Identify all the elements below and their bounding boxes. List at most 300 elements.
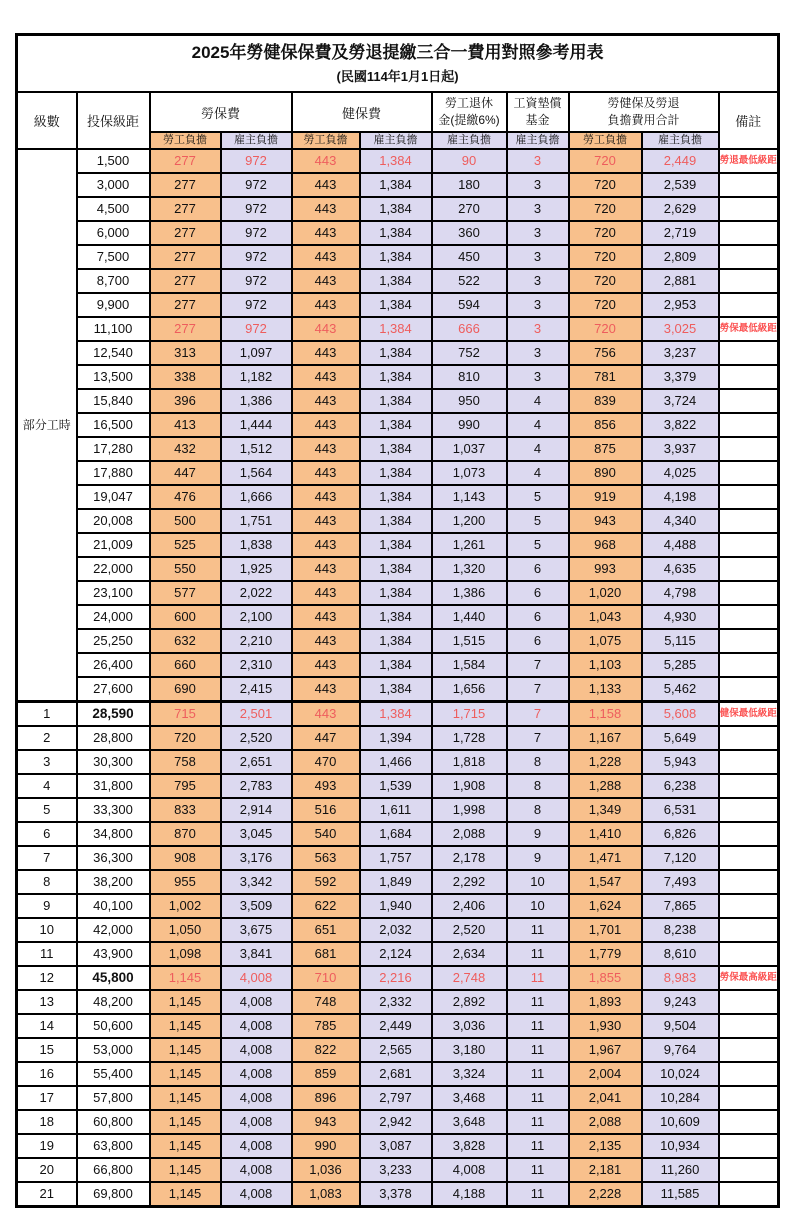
- value-cell: 3,045: [221, 822, 292, 846]
- value-cell: 908: [150, 846, 221, 870]
- value-cell: 3,180: [432, 1038, 507, 1062]
- value-cell: 443: [292, 365, 360, 389]
- value-cell: 3: [507, 197, 569, 221]
- remark-cell: [719, 197, 779, 221]
- value-cell: 11: [507, 918, 569, 942]
- value-cell: 1,145: [150, 1182, 221, 1207]
- value-cell: 11,585: [642, 1182, 719, 1207]
- value-cell: 2,914: [221, 798, 292, 822]
- value-cell: 4,635: [642, 557, 719, 581]
- value-cell: 1,384: [360, 605, 432, 629]
- value-cell: 1,288: [569, 774, 642, 798]
- value-cell: 622: [292, 894, 360, 918]
- value-cell: 443: [292, 149, 360, 173]
- value-cell: 443: [292, 485, 360, 509]
- bracket-cell: 7,500: [77, 245, 150, 269]
- remark-cell: [719, 1014, 779, 1038]
- value-cell: 3,324: [432, 1062, 507, 1086]
- value-cell: 4,008: [221, 966, 292, 990]
- value-cell: 2,124: [360, 942, 432, 966]
- bracket-cell: 57,800: [77, 1086, 150, 1110]
- title-row: [17, 35, 779, 93]
- value-cell: 11: [507, 1014, 569, 1038]
- value-cell: 4,008: [221, 1182, 292, 1207]
- value-cell: 3,025: [642, 317, 719, 341]
- value-cell: 651: [292, 918, 360, 942]
- value-cell: 396: [150, 389, 221, 413]
- value-cell: 950: [432, 389, 507, 413]
- bracket-cell: 42,000: [77, 918, 150, 942]
- value-cell: 1,384: [360, 702, 432, 727]
- subheader-health-employer: 雇主負擔: [360, 132, 432, 149]
- remark-cell: [719, 269, 779, 293]
- value-cell: 2,100: [221, 605, 292, 629]
- value-cell: 972: [221, 173, 292, 197]
- value-cell: 2,216: [360, 966, 432, 990]
- value-cell: 277: [150, 269, 221, 293]
- value-cell: 3,087: [360, 1134, 432, 1158]
- remark-cell: [719, 389, 779, 413]
- value-cell: 1,611: [360, 798, 432, 822]
- remark-cell: [719, 894, 779, 918]
- value-cell: 822: [292, 1038, 360, 1062]
- value-cell: 443: [292, 629, 360, 653]
- value-cell: 1,182: [221, 365, 292, 389]
- remark-cell: [719, 365, 779, 389]
- value-cell: 1,751: [221, 509, 292, 533]
- value-cell: 443: [292, 557, 360, 581]
- table-row: [17, 437, 779, 461]
- value-cell: 3,841: [221, 942, 292, 966]
- table-row: [17, 293, 779, 317]
- table-row: [17, 533, 779, 557]
- value-cell: 313: [150, 341, 221, 365]
- table-row: [17, 557, 779, 581]
- value-cell: 4,008: [221, 990, 292, 1014]
- value-cell: 2,651: [221, 750, 292, 774]
- remark-cell: [719, 942, 779, 966]
- level-cell: 13: [17, 990, 77, 1014]
- value-cell: 1,440: [432, 605, 507, 629]
- value-cell: 2,449: [642, 149, 719, 173]
- remark-cell: [719, 750, 779, 774]
- value-cell: 2,539: [642, 173, 719, 197]
- level-cell: 8: [17, 870, 77, 894]
- bracket-cell: 23,100: [77, 581, 150, 605]
- value-cell: 11: [507, 990, 569, 1014]
- value-cell: 785: [292, 1014, 360, 1038]
- value-cell: 1,384: [360, 245, 432, 269]
- remark-cell: [719, 221, 779, 245]
- value-cell: 1,908: [432, 774, 507, 798]
- level-cell: 14: [17, 1014, 77, 1038]
- value-cell: 1,384: [360, 317, 432, 341]
- value-cell: 4,340: [642, 509, 719, 533]
- bracket-cell: 1,500: [77, 149, 150, 173]
- header-wage-fund-line1: 工資墊償: [513, 96, 562, 110]
- remark-cell: [719, 1134, 779, 1158]
- value-cell: 7,865: [642, 894, 719, 918]
- value-cell: 2,088: [569, 1110, 642, 1134]
- value-cell: 5,285: [642, 653, 719, 677]
- bracket-cell: 40,100: [77, 894, 150, 918]
- page-subtitle: (民國114年1月1日起): [336, 68, 459, 84]
- value-cell: 3,342: [221, 870, 292, 894]
- value-cell: 4,008: [432, 1158, 507, 1182]
- value-cell: 1,073: [432, 461, 507, 485]
- table-row: [17, 629, 779, 653]
- value-cell: 1,384: [360, 437, 432, 461]
- value-cell: 9,764: [642, 1038, 719, 1062]
- value-cell: 3: [507, 365, 569, 389]
- table-row: [17, 365, 779, 389]
- value-cell: 1,386: [221, 389, 292, 413]
- level-cell: 6: [17, 822, 77, 846]
- value-cell: 8: [507, 798, 569, 822]
- value-cell: 1,133: [569, 677, 642, 702]
- remark-cell: [719, 990, 779, 1014]
- value-cell: 2,892: [432, 990, 507, 1014]
- value-cell: 10,024: [642, 1062, 719, 1086]
- remark-cell: [719, 629, 779, 653]
- value-cell: 6,238: [642, 774, 719, 798]
- value-cell: 277: [150, 149, 221, 173]
- value-cell: 10: [507, 870, 569, 894]
- value-cell: 3: [507, 245, 569, 269]
- value-cell: 1,384: [360, 365, 432, 389]
- table-row: [17, 653, 779, 677]
- value-cell: 3,937: [642, 437, 719, 461]
- header-pension: [432, 92, 507, 132]
- header-labor-insurance: 勞保費: [150, 92, 292, 132]
- value-cell: 1,444: [221, 413, 292, 437]
- table-row: [17, 1014, 779, 1038]
- value-cell: 1,098: [150, 942, 221, 966]
- table-row: [17, 1134, 779, 1158]
- value-cell: 1,410: [569, 822, 642, 846]
- value-cell: 5,943: [642, 750, 719, 774]
- remark-cell: [719, 485, 779, 509]
- value-cell: 1,103: [569, 653, 642, 677]
- value-cell: 690: [150, 677, 221, 702]
- bracket-cell: 16,500: [77, 413, 150, 437]
- value-cell: 4: [507, 413, 569, 437]
- value-cell: 7: [507, 653, 569, 677]
- level-cell: 21: [17, 1182, 77, 1207]
- value-cell: 2,292: [432, 870, 507, 894]
- value-cell: 1,145: [150, 990, 221, 1014]
- value-cell: 748: [292, 990, 360, 1014]
- value-cell: 4: [507, 437, 569, 461]
- value-cell: 1,547: [569, 870, 642, 894]
- value-cell: 7: [507, 702, 569, 727]
- value-cell: 180: [432, 173, 507, 197]
- value-cell: 2,041: [569, 1086, 642, 1110]
- value-cell: 993: [569, 557, 642, 581]
- value-cell: 990: [432, 413, 507, 437]
- level-cell: 19: [17, 1134, 77, 1158]
- value-cell: 1,656: [432, 677, 507, 702]
- value-cell: 11,260: [642, 1158, 719, 1182]
- remark-cell: [719, 341, 779, 365]
- value-cell: 8,610: [642, 942, 719, 966]
- value-cell: 2,783: [221, 774, 292, 798]
- value-cell: 1,143: [432, 485, 507, 509]
- remark-cell: [719, 822, 779, 846]
- value-cell: 681: [292, 942, 360, 966]
- value-cell: 413: [150, 413, 221, 437]
- table-row: [17, 942, 779, 966]
- value-cell: 795: [150, 774, 221, 798]
- value-cell: 2,310: [221, 653, 292, 677]
- remark-cell: [719, 1062, 779, 1086]
- value-cell: 972: [221, 269, 292, 293]
- value-cell: 2,719: [642, 221, 719, 245]
- value-cell: 4,008: [221, 1062, 292, 1086]
- value-cell: 11: [507, 1110, 569, 1134]
- bracket-cell: 9,900: [77, 293, 150, 317]
- remark-cell: [719, 509, 779, 533]
- bracket-cell: 11,100: [77, 317, 150, 341]
- value-cell: 11: [507, 1086, 569, 1110]
- value-cell: 270: [432, 197, 507, 221]
- header-total-line2: 負擔費用合計: [607, 113, 680, 127]
- header-total: [569, 92, 719, 132]
- remark-cell: [719, 413, 779, 437]
- value-cell: 3,828: [432, 1134, 507, 1158]
- table-row: [17, 605, 779, 629]
- value-cell: 3,468: [432, 1086, 507, 1110]
- header-pension-line1: 勞工退休: [444, 96, 493, 110]
- value-cell: 9,243: [642, 990, 719, 1014]
- value-cell: 277: [150, 317, 221, 341]
- bracket-cell: 24,000: [77, 605, 150, 629]
- remark-cell: [719, 774, 779, 798]
- value-cell: 972: [221, 221, 292, 245]
- value-cell: 1,384: [360, 485, 432, 509]
- value-cell: 2,953: [642, 293, 719, 317]
- value-cell: 1,043: [569, 605, 642, 629]
- level-cell: 12: [17, 966, 77, 990]
- value-cell: 432: [150, 437, 221, 461]
- remark-cell: [719, 918, 779, 942]
- remark-cell: [719, 1086, 779, 1110]
- table-row: [17, 1110, 779, 1134]
- value-cell: 4,008: [221, 1110, 292, 1134]
- table-row: [17, 221, 779, 245]
- value-cell: 443: [292, 605, 360, 629]
- value-cell: 972: [221, 149, 292, 173]
- bracket-cell: 55,400: [77, 1062, 150, 1086]
- value-cell: 720: [569, 269, 642, 293]
- remark-cell: [719, 1182, 779, 1207]
- value-cell: 2,178: [432, 846, 507, 870]
- value-cell: 972: [221, 317, 292, 341]
- value-cell: 470: [292, 750, 360, 774]
- remark-cell: [719, 1038, 779, 1062]
- remark-cell: [719, 726, 779, 750]
- table-row: [17, 269, 779, 293]
- value-cell: 11: [507, 1134, 569, 1158]
- value-cell: 2,022: [221, 581, 292, 605]
- value-cell: 1,384: [360, 149, 432, 173]
- value-cell: 1,998: [432, 798, 507, 822]
- level-cell: 5: [17, 798, 77, 822]
- value-cell: 1,394: [360, 726, 432, 750]
- value-cell: 90: [432, 149, 507, 173]
- value-cell: 1,167: [569, 726, 642, 750]
- subheader-labor-employee: 勞工負擔: [150, 132, 221, 149]
- bracket-cell: 13,500: [77, 365, 150, 389]
- value-cell: 1,384: [360, 557, 432, 581]
- value-cell: 4,008: [221, 1158, 292, 1182]
- value-cell: 720: [150, 726, 221, 750]
- value-cell: 972: [221, 293, 292, 317]
- value-cell: 1,584: [432, 653, 507, 677]
- bracket-cell: 27,600: [77, 677, 150, 702]
- value-cell: 1,384: [360, 629, 432, 653]
- value-cell: 666: [432, 317, 507, 341]
- value-cell: 3: [507, 173, 569, 197]
- remark-cell: [719, 605, 779, 629]
- value-cell: 870: [150, 822, 221, 846]
- value-cell: 443: [292, 677, 360, 702]
- bracket-cell: 20,008: [77, 509, 150, 533]
- premium-reference-table: [15, 33, 780, 1208]
- value-cell: 919: [569, 485, 642, 509]
- value-cell: 360: [432, 221, 507, 245]
- value-cell: 3,648: [432, 1110, 507, 1134]
- value-cell: 2,881: [642, 269, 719, 293]
- value-cell: 1,002: [150, 894, 221, 918]
- remark-cell: [719, 846, 779, 870]
- value-cell: 3: [507, 221, 569, 245]
- value-cell: 4,488: [642, 533, 719, 557]
- value-cell: 1,384: [360, 533, 432, 557]
- value-cell: 476: [150, 485, 221, 509]
- value-cell: 2,032: [360, 918, 432, 942]
- value-cell: 632: [150, 629, 221, 653]
- value-cell: 277: [150, 221, 221, 245]
- value-cell: 3,509: [221, 894, 292, 918]
- level-cell: 2: [17, 726, 77, 750]
- bracket-cell: 48,200: [77, 990, 150, 1014]
- value-cell: 11: [507, 1158, 569, 1182]
- remark-cell: 勞退最低級距: [719, 149, 779, 173]
- value-cell: 11: [507, 942, 569, 966]
- bracket-cell: 45,800: [77, 966, 150, 990]
- level-cell: 15: [17, 1038, 77, 1062]
- table-row: [17, 918, 779, 942]
- value-cell: 2,942: [360, 1110, 432, 1134]
- value-cell: 2,449: [360, 1014, 432, 1038]
- value-cell: 443: [292, 197, 360, 221]
- table-row: [17, 846, 779, 870]
- value-cell: 525: [150, 533, 221, 557]
- value-cell: 1,145: [150, 1134, 221, 1158]
- value-cell: 968: [569, 533, 642, 557]
- value-cell: 720: [569, 197, 642, 221]
- value-cell: 1,075: [569, 629, 642, 653]
- value-cell: 1,728: [432, 726, 507, 750]
- value-cell: 720: [569, 293, 642, 317]
- value-cell: 443: [292, 221, 360, 245]
- value-cell: 1,036: [292, 1158, 360, 1182]
- bracket-cell: 28,590: [77, 702, 150, 727]
- value-cell: 1,020: [569, 581, 642, 605]
- value-cell: 752: [432, 341, 507, 365]
- value-cell: 1,384: [360, 389, 432, 413]
- value-cell: 592: [292, 870, 360, 894]
- remark-cell: 健保最低級距: [719, 702, 779, 727]
- value-cell: 972: [221, 245, 292, 269]
- table-row: [17, 461, 779, 485]
- value-cell: 1,145: [150, 1086, 221, 1110]
- table-row: [17, 750, 779, 774]
- value-cell: 3,378: [360, 1182, 432, 1207]
- header-total-line1: 勞健保及勞退: [607, 96, 680, 110]
- value-cell: 4,008: [221, 1086, 292, 1110]
- value-cell: 839: [569, 389, 642, 413]
- value-cell: 1,384: [360, 653, 432, 677]
- value-cell: 447: [292, 726, 360, 750]
- value-cell: 277: [150, 293, 221, 317]
- bracket-cell: 21,009: [77, 533, 150, 557]
- value-cell: 2,629: [642, 197, 719, 221]
- value-cell: 1,384: [360, 173, 432, 197]
- bracket-cell: 63,800: [77, 1134, 150, 1158]
- bracket-cell: 4,500: [77, 197, 150, 221]
- value-cell: 1,471: [569, 846, 642, 870]
- value-cell: 1,200: [432, 509, 507, 533]
- value-cell: 2,415: [221, 677, 292, 702]
- value-cell: 3,176: [221, 846, 292, 870]
- subheader-labor-employer: 雇主負擔: [221, 132, 292, 149]
- bracket-cell: 38,200: [77, 870, 150, 894]
- value-cell: 1,384: [360, 413, 432, 437]
- remark-cell: [719, 173, 779, 197]
- value-cell: 715: [150, 702, 221, 727]
- value-cell: 1,512: [221, 437, 292, 461]
- value-cell: 277: [150, 197, 221, 221]
- bracket-cell: 17,280: [77, 437, 150, 461]
- table-row: [17, 149, 779, 173]
- value-cell: 1,701: [569, 918, 642, 942]
- value-cell: 1,384: [360, 197, 432, 221]
- bracket-cell: 8,700: [77, 269, 150, 293]
- value-cell: 443: [292, 269, 360, 293]
- value-cell: 2,406: [432, 894, 507, 918]
- header-remark: 備註: [719, 92, 779, 149]
- table-row: [17, 341, 779, 365]
- value-cell: 2,634: [432, 942, 507, 966]
- table-row: [17, 677, 779, 702]
- value-cell: 3: [507, 269, 569, 293]
- value-cell: 338: [150, 365, 221, 389]
- bracket-cell: 17,880: [77, 461, 150, 485]
- value-cell: 890: [569, 461, 642, 485]
- value-cell: 6: [507, 557, 569, 581]
- table-row: [17, 317, 779, 341]
- table-row: [17, 485, 779, 509]
- table-row: [17, 1086, 779, 1110]
- value-cell: 2,748: [432, 966, 507, 990]
- value-cell: 3,237: [642, 341, 719, 365]
- value-cell: 1,666: [221, 485, 292, 509]
- table-row: [17, 173, 779, 197]
- table-row: [17, 509, 779, 533]
- value-cell: 1,384: [360, 509, 432, 533]
